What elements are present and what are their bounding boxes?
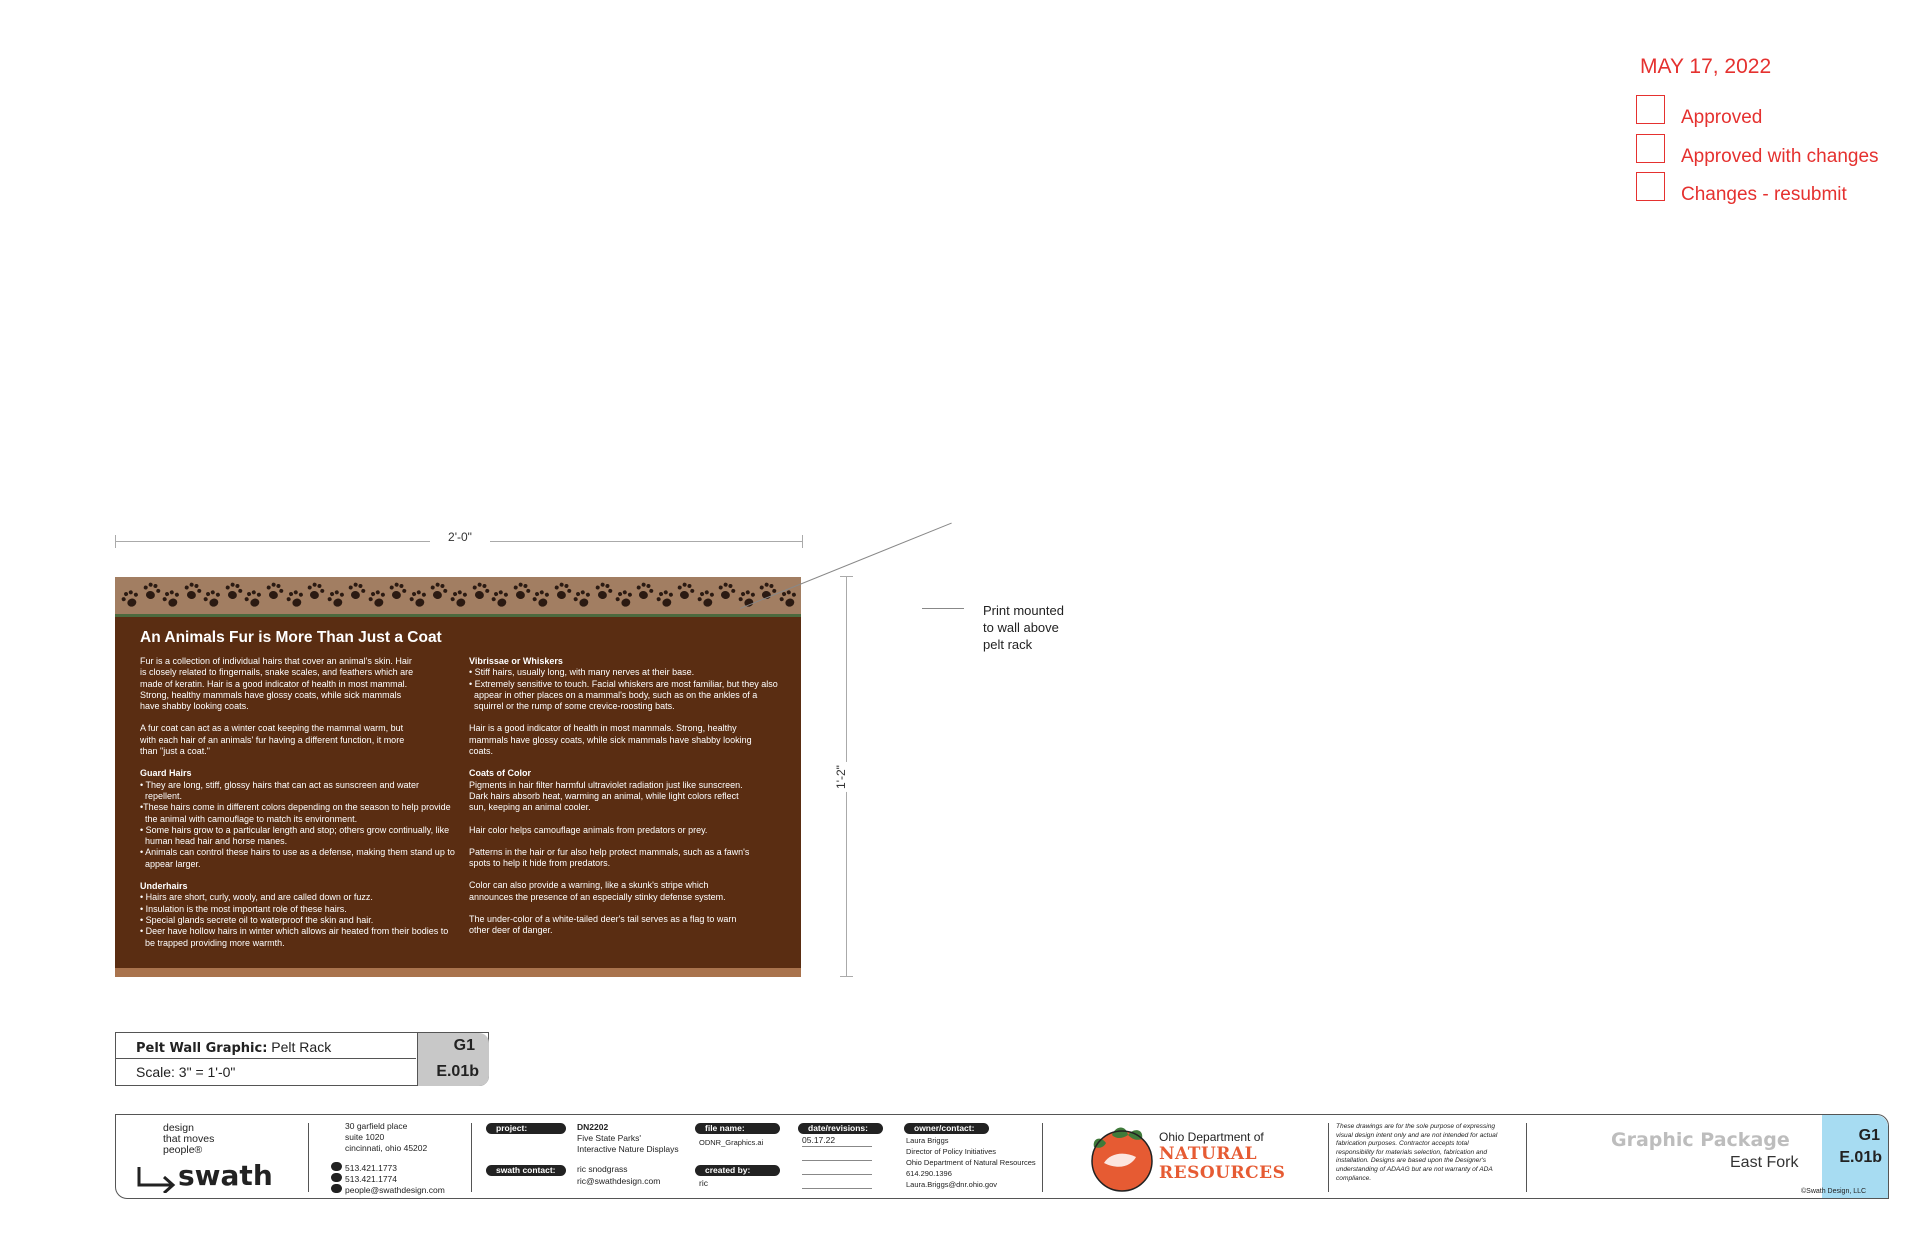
paw-print-icon [551, 580, 573, 602]
camouflage-paragraph: Hair color helps camouflage animals from predators or prey. [469, 824, 708, 835]
owner-info: Laura Briggs Director of Policy Initiatives Ohio Department of Natural Resources 614.290.1396 Laura.Briggs@dnr.ohio.gov [906, 1136, 1036, 1189]
dimension-tick [840, 576, 853, 577]
fax-number: 513.421.1774 [345, 1174, 397, 1184]
paw-print-icon [304, 580, 326, 602]
paw-print-icon [674, 580, 696, 602]
dimension-tick [840, 976, 853, 977]
approved-with-changes-option[interactable] [1636, 134, 1879, 167]
paw-print-icon [612, 587, 635, 610]
package-title: Graphic Package [1611, 1129, 1790, 1151]
underhairs-heading: Underhairs [140, 881, 188, 892]
height-dimension-label: 1'-2" [834, 762, 848, 792]
owner-contact-label: owner/contact: [904, 1123, 989, 1134]
divider [1526, 1123, 1527, 1192]
sheet-title-bold: Pelt Wall Graphic: [136, 1041, 268, 1056]
revision-line [802, 1160, 872, 1161]
dimension-tick [802, 535, 803, 548]
address: 30 garfield place suite 1020 cincinnati, ohio 45202 [345, 1121, 428, 1153]
paw-print-icon [469, 580, 491, 602]
approved-with-changes-checkbox[interactable] [1636, 134, 1665, 163]
list-item: • Animals can control these hairs to use as a defense, making them stand up to appear larger. [140, 847, 455, 869]
odnr-name-line1: Ohio Department of [1159, 1130, 1264, 1144]
sheet-code-e01b: E.01b [417, 1058, 489, 1086]
phone-number: 513.421.1773 [345, 1163, 397, 1173]
project-name: Five State Parks' Interactive Nature Displays [577, 1133, 679, 1154]
callout-note: Print mounted to wall above pelt rack [983, 603, 1064, 652]
patterns-paragraph: Patterns in the hair or fur also help protect mammals, such as a fawn's spots to help it hide from predators. [469, 846, 750, 869]
deer-tail-paragraph: The under-color of a white-tailed deer's tail serves as a flag to warn other deer of danger. [469, 914, 737, 936]
paw-print-icon [633, 580, 655, 602]
created-by: ric [699, 1178, 708, 1188]
paw-print-icon [427, 580, 449, 602]
email-icon [331, 1184, 342, 1193]
pelt-wall-graphic-panel [115, 577, 801, 977]
paw-print-icon [592, 580, 614, 602]
underhairs-list [140, 892, 455, 948]
sheet-title-row [116, 1033, 416, 1059]
paw-print-row [121, 584, 797, 608]
sheet-number-g1: G1 [1858, 1127, 1880, 1144]
paw-print-icon [406, 587, 429, 610]
paw-print-icon [201, 587, 224, 610]
date-revisions-label: date/revisions: [798, 1123, 883, 1134]
changes-resubmit-checkbox[interactable] [1636, 172, 1665, 201]
file-name: ODNR_Graphics.ai [699, 1138, 764, 1147]
disclaimer: These drawings are for the sole purpose of expressing visual design intent only and are not intended for actual fabrication purposes. Contractor accepts total responsibility for materials selection, fabrication and installation. Designs are based upon the Designer's understanding of ADAAG but are not warranty of ADA compliance. [1336, 1123, 1498, 1182]
paw-print-icon [160, 587, 183, 610]
sheet-scale: Scale: 3" = 1'-0" [136, 1064, 236, 1080]
panel-left-column [140, 656, 455, 960]
approved-with-changes-label: Approved with changes [1681, 145, 1879, 167]
phone-icon [331, 1162, 342, 1171]
paw-print-icon [222, 580, 244, 602]
list-item: • Some hairs grow to a particular length and stop; others grow continually, like human head hair and horse manes. [140, 824, 450, 847]
paw-print-icon [345, 580, 367, 602]
list-item: • Stiff hairs, usually long, with many nerves at their base. [469, 667, 695, 678]
guard-hairs-heading: Guard Hairs [140, 768, 192, 779]
swath-tagline: design that moves people® [163, 1122, 215, 1156]
paw-print-band [115, 577, 801, 614]
list-item: • They are long, stiff, glossy hairs that can act as sunscreen and water repellent. [140, 779, 419, 801]
paw-print-icon [242, 587, 265, 610]
odnr-name-line2: NATURAL [1159, 1144, 1258, 1164]
list-item: • Insulation is the most important role of these hairs. [140, 903, 347, 914]
paw-print-icon [694, 587, 717, 610]
title-block [115, 1114, 1889, 1199]
vibrissae-list [469, 667, 784, 712]
paw-print-icon [140, 580, 162, 602]
paw-print-icon [324, 587, 347, 610]
created-by-label: created by: [695, 1165, 780, 1176]
list-item: • Hairs are short, curly, wooly, and are called down or fuzz. [140, 892, 373, 903]
paw-print-icon [530, 587, 553, 610]
email-row[interactable] [331, 1184, 445, 1196]
sheet-number-box [1822, 1115, 1888, 1198]
copyright: ©Swath Design, LLC [1801, 1188, 1867, 1195]
paw-print-icon [386, 580, 408, 602]
paw-print-icon [510, 580, 532, 602]
paw-print-icon [365, 587, 388, 610]
coats-of-color-heading: Coats of Color [469, 768, 531, 779]
approval-date: MAY 17, 2022 [1640, 55, 1772, 78]
warning-paragraph: Color can also provide a warning, like a skunk's stripe which announces the presence of an especially stinky defense system. [469, 880, 726, 902]
list-item: • Extremely sensitive to touch. Facial whiskers are most familiar, but they also appear in other places on a mammal's body, such as on the ankles of a squirrel or the rump of some crevice-roosting bats. [469, 678, 778, 712]
swath-contact-label: swath contact: [486, 1165, 566, 1176]
swath-arrow-icon [136, 1165, 178, 1198]
panel-right-column [469, 656, 784, 948]
divider [471, 1123, 472, 1192]
health-paragraph: Hair is a good indicator of health in most mammals. Strong, healthy mammals have glossy coats, while sick mammals have shabby looking coats. [469, 723, 752, 757]
odnr-logo-icon [1086, 1121, 1158, 1198]
sheet-label-box [115, 1032, 489, 1086]
panel-title: An Animals Fur is More Than Just a Coat [140, 629, 442, 646]
divider [1042, 1123, 1043, 1192]
file-name-label: file name: [695, 1123, 780, 1134]
fax-icon [331, 1173, 342, 1182]
changes-resubmit-option[interactable] [1636, 172, 1847, 205]
contact-email[interactable]: ric@swathdesign.com [577, 1176, 661, 1186]
date-value: 05.17.22 [802, 1135, 836, 1145]
bottom-stripe [115, 968, 801, 977]
dimension-tick [115, 535, 116, 548]
guard-hairs-list [140, 780, 455, 870]
odnr-name-line3: RESOURCES [1159, 1163, 1286, 1183]
approved-option[interactable] [1636, 95, 1763, 128]
paw-print-icon [715, 580, 737, 602]
paw-print-icon [653, 587, 676, 610]
revision-line [802, 1174, 872, 1175]
package-location: East Fork [1730, 1154, 1799, 1171]
divider [1328, 1123, 1329, 1192]
changes-resubmit-label: Changes - resubmit [1681, 183, 1847, 205]
intro-paragraph: Fur is a collection of individual hairs that cover an animal's skin. Hair is closely related to fingernails, snake scales, and feathers which are made of keratin. Hair is a good indicator of health in most mammal. Strong, healthy mammals have glossy coats, while sick mammals have shabby looking coats. [140, 656, 414, 712]
paw-print-icon [447, 587, 470, 610]
paw-print-icon [283, 587, 306, 610]
sheet-code-g1: G1 [417, 1033, 489, 1058]
revision-line [802, 1146, 872, 1147]
list-item: • Deer have hollow hairs in winter which allows air heated from their bodies to be trapped providing more warmth. [140, 926, 449, 948]
email-link[interactable]: people@swathdesign.com [345, 1185, 445, 1195]
callout-leader-line [922, 608, 964, 609]
approved-checkbox[interactable] [1636, 95, 1665, 124]
divider [308, 1123, 309, 1192]
vibrissae-heading: Vibrissae or Whiskers [469, 656, 563, 666]
sheet-title-rest: Pelt Rack [267, 1039, 332, 1055]
coat-paragraph: A fur coat can act as a winter coat keeping the mammal warm, but with each hair of an animals' fur having a different function, it more than "just a coat." [140, 723, 405, 757]
paw-print-icon [118, 587, 141, 610]
width-dimension-label: 2'-0" [430, 530, 490, 544]
paw-print-icon [735, 587, 758, 610]
revision-line [802, 1188, 872, 1189]
paw-print-icon [571, 587, 594, 610]
paw-print-icon [263, 580, 285, 602]
project-label: project: [486, 1123, 566, 1134]
sheet-title [136, 1039, 331, 1056]
list-item: •These hairs come in different colors depending on the season to help provide the animal with camouflage to match its environment. [140, 802, 451, 824]
pigment-paragraph: Pigments in hair filter harmful ultraviolet radiation just like sunscreen. Dark hairs absorb heat, warming an animal, while light colors reflect sun, keeping an animal cooler. [469, 779, 743, 813]
paw-print-icon [489, 587, 512, 610]
list-item: • Special glands secrete oil to waterproof the skin and hair. [140, 914, 374, 925]
paw-print-icon [181, 580, 203, 602]
approved-label: Approved [1681, 106, 1763, 128]
green-stripe [115, 614, 801, 617]
swath-logo-text: swath [178, 1159, 273, 1192]
sheet-number-e01b: E.01b [1839, 1149, 1882, 1166]
project-code: DN2202 [577, 1122, 609, 1132]
contact-name: ric snodgrass [577, 1164, 628, 1174]
